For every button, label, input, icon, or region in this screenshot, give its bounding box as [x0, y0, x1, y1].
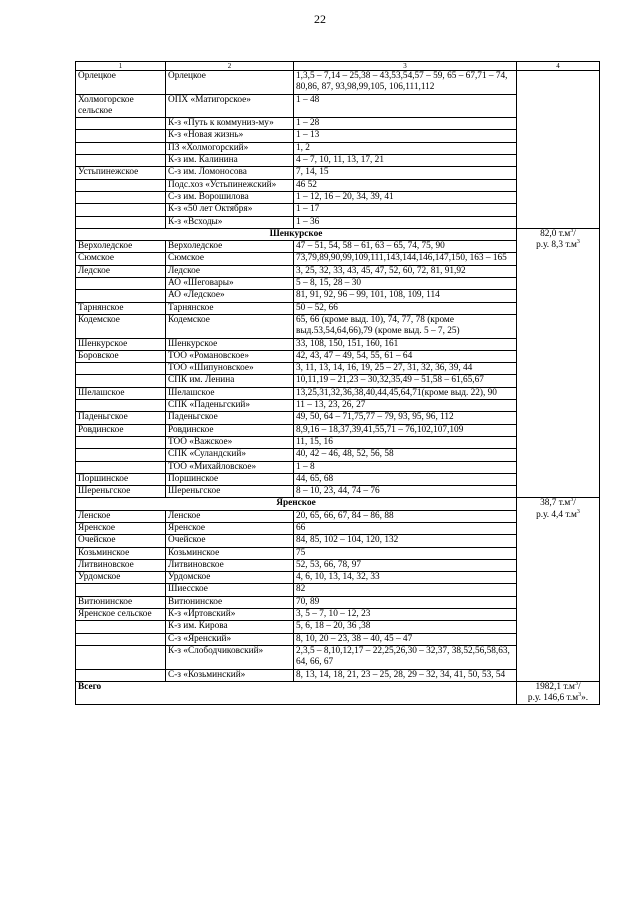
forestry-name-cell: Паденьгское: [76, 412, 166, 424]
forestry-name-cell: [76, 363, 166, 375]
quarter-numbers-cell: 49, 50, 64 – 71,75,77 – 79, 93, 95, 96, 112: [294, 412, 517, 424]
forestry-name-cell: [76, 290, 166, 302]
district-forestry-cell: Ровдинское: [166, 424, 294, 436]
volume-line: р.у. 146,6 т.м: [527, 693, 579, 704]
forestry-name-cell: Сюмское: [76, 253, 166, 265]
forestry-name-cell: [76, 584, 166, 596]
quarter-numbers-cell: 65, 66 (кроме выд. 10), 74, 77, 78 (кроме выд.53,54,64,66),79 (кроме выд. 5 – 7, 25): [294, 314, 517, 338]
district-forestry-cell: АО «Ледское»: [166, 290, 294, 302]
volume-line: 38,7 т.м: [540, 498, 571, 509]
district-forestry-cell: С-з им. Ломоносова: [166, 167, 294, 179]
district-forestry-cell: Очейское: [166, 535, 294, 547]
quarter-numbers-cell: 84, 85, 102 – 104, 120, 132: [294, 535, 517, 547]
district-forestry-cell: Шенкурское: [166, 338, 294, 350]
forestry-name-cell: Орлецкое: [76, 71, 166, 95]
district-forestry-cell: СПК «Суландский»: [166, 449, 294, 461]
forestry-name-cell: Устьпинежское: [76, 167, 166, 179]
forest-table: [75, 61, 600, 705]
district-forestry-cell: С-з «Козьминский»: [166, 669, 294, 681]
forestry-name-cell: [76, 179, 166, 191]
district-forestry-cell: К-з «50 лет Октября»: [166, 204, 294, 216]
district-forestry-cell: Шереньгское: [166, 486, 294, 498]
quarter-numbers-cell: 40, 42 – 46, 48, 52, 56, 58: [294, 449, 517, 461]
district-forestry-cell: К-з «Новая жизнь»: [166, 130, 294, 142]
unit-superscript: 3: [576, 508, 580, 515]
quarter-numbers-cell: 1, 2: [294, 142, 517, 154]
closing-mark: ».: [581, 693, 589, 704]
page-number: 22: [314, 12, 326, 26]
forestry-name-cell: [76, 449, 166, 461]
forestry-name-cell: Литвиновское: [76, 559, 166, 571]
quarter-numbers-cell: 33, 108, 150, 151, 160, 161: [294, 338, 517, 350]
forestry-name-cell: [76, 142, 166, 154]
district-forestry-cell: ТОО «Романовское»: [166, 350, 294, 362]
total-volume: [517, 681, 600, 705]
quarter-numbers-cell: 73,79,89,90,99,109,111,143,144,146,147,150, 163 – 165: [294, 253, 517, 265]
quarter-numbers-cell: 1 – 8: [294, 461, 517, 473]
forestry-name-cell: Шереньгское: [76, 486, 166, 498]
column-number: 3: [294, 62, 517, 71]
quarter-numbers-cell: 3, 5 – 7, 10 – 12, 23: [294, 609, 517, 621]
volume-line: р.у. 4,4 т.м: [536, 509, 577, 520]
quarter-numbers-cell: 75: [294, 547, 517, 559]
quarter-numbers-cell: 47 – 51, 54, 58 – 61, 63 – 65, 74, 75, 90: [294, 241, 517, 253]
table-row: [76, 71, 600, 95]
quarter-numbers-cell: 11 – 13, 23, 26, 27: [294, 400, 517, 412]
forestry-name-cell: [76, 633, 166, 645]
forestry-name-cell: Козьминское: [76, 547, 166, 559]
unit-superscript: 3: [570, 227, 574, 234]
forestry-name-cell: Кодемское: [76, 314, 166, 338]
separator: /: [573, 498, 576, 509]
district-forestry-cell: Верхоледское: [166, 241, 294, 253]
quarter-numbers-cell: 8 – 10, 23, 44, 74 – 76: [294, 486, 517, 498]
quarter-numbers-cell: 81, 91, 92, 96 – 99, 101, 108, 109, 114: [294, 290, 517, 302]
district-forestry-cell: Шиесское: [166, 584, 294, 596]
quarter-numbers-cell: 1 – 12, 16 – 20, 34, 39, 41: [294, 191, 517, 203]
quarter-numbers-cell: 1 – 13: [294, 130, 517, 142]
forestry-name-cell: Шелашское: [76, 387, 166, 399]
volume-line: р.у. 8,3 т.м: [536, 240, 577, 251]
quarter-numbers-cell: 8, 13, 14, 18, 21, 23 – 25, 28, 29 – 32, 34, 41, 50, 53, 54: [294, 669, 517, 681]
quarter-numbers-cell: 11, 15, 16: [294, 436, 517, 448]
district-forestry-cell: Подс.хоз «Устьпинежский»: [166, 179, 294, 191]
volume-line: 1982,1 т.м: [535, 681, 575, 692]
district-forestry-cell: ТОО «Шипуновское»: [166, 363, 294, 375]
forestry-name-cell: [76, 118, 166, 130]
district-forestry-cell: Шелашское: [166, 387, 294, 399]
district-forestry-cell: ПЗ «Холмогорский»: [166, 142, 294, 154]
quarter-numbers-cell: 7, 14, 15: [294, 167, 517, 179]
forestry-name-cell: [76, 216, 166, 228]
district-forestry-cell: К-з им. Калинина: [166, 155, 294, 167]
district-forestry-cell: Кодемское: [166, 314, 294, 338]
unit-superscript: 3: [570, 497, 574, 504]
quarter-numbers-cell: 8, 10, 20 – 23, 38 – 40, 45 – 47: [294, 633, 517, 645]
section-title: Яренское: [76, 498, 517, 510]
quarter-numbers-cell: 10,11,19 – 21,23 – 30,32,35,49 – 51,58 – 61,65,67: [294, 375, 517, 387]
district-forestry-cell: Орлецкое: [166, 71, 294, 95]
district-forestry-cell: ОПХ «Матигорское»: [166, 94, 294, 118]
district-forestry-cell: С-з им. Ворошилова: [166, 191, 294, 203]
forestry-name-cell: Очейское: [76, 535, 166, 547]
quarter-numbers-cell: 46 52: [294, 179, 517, 191]
unit-superscript: 3: [576, 239, 580, 246]
section-volume: [517, 498, 600, 681]
column-number: 4: [517, 62, 600, 71]
forestry-name-cell: [76, 461, 166, 473]
section-header-row: [76, 498, 600, 510]
district-forestry-cell: ТОО «Михайловское»: [166, 461, 294, 473]
quarter-numbers-cell: 3, 25, 32, 33, 43, 45, 47, 52, 60, 72, 81, 91,92: [294, 265, 517, 277]
forestry-name-cell: [76, 436, 166, 448]
forestry-name-cell: [76, 645, 166, 669]
quarter-numbers-cell: 1 – 28: [294, 118, 517, 130]
column-number: 2: [166, 62, 294, 71]
volume-line: 82,0 т.м: [540, 228, 571, 239]
district-forestry-cell: ТОО «Важское»: [166, 436, 294, 448]
forestry-name-cell: [76, 669, 166, 681]
district-forestry-cell: Яренское: [166, 522, 294, 534]
forestry-name-cell: Ленское: [76, 510, 166, 522]
forestry-name-cell: Ледское: [76, 265, 166, 277]
district-forestry-cell: С-з «Яренский»: [166, 633, 294, 645]
quarter-numbers-cell: 5 – 8, 15, 28 – 30: [294, 278, 517, 290]
quarter-numbers-cell: 50 – 52, 66: [294, 302, 517, 314]
forestry-name-cell: [76, 204, 166, 216]
separator: /: [577, 681, 581, 692]
district-forestry-cell: Ледское: [166, 265, 294, 277]
quarter-numbers-cell: 4 – 7, 10, 11, 13, 17, 21: [294, 155, 517, 167]
quarter-numbers-cell: 2,3,5 – 8,10,12,17 – 22,25,26,30 – 32,37, 38,52,56,58,63, 64, 66, 67: [294, 645, 517, 669]
district-forestry-cell: К-з «Слободчиковский»: [166, 645, 294, 669]
quarter-numbers-cell: 4, 6, 10, 13, 14, 32, 33: [294, 572, 517, 584]
forestry-name-cell: Яренское: [76, 522, 166, 534]
quarter-numbers-cell: 70, 89: [294, 596, 517, 608]
forestry-name-cell: Витюнинское: [76, 596, 166, 608]
total-label: Всего: [76, 681, 517, 705]
district-forestry-cell: Козьминское: [166, 547, 294, 559]
forestry-name-cell: Ровдинское: [76, 424, 166, 436]
empty-value-cell: [517, 71, 600, 229]
forestry-name-cell: [76, 155, 166, 167]
quarter-numbers-cell: 8,9,16 – 18,37,39,41,55,71 – 76,102,107,109: [294, 424, 517, 436]
quarter-numbers-cell: 42, 43, 47 – 49, 54, 55, 61 – 64: [294, 350, 517, 362]
quarter-numbers-cell: 13,25,31,32,36,38,40,44,45,64,71(кроме выд. 22), 90: [294, 387, 517, 399]
forestry-name-cell: Урдомское: [76, 572, 166, 584]
column-number-row: [76, 62, 600, 71]
forestry-name-cell: Яренское сельское: [76, 609, 166, 621]
district-forestry-cell: Витюнинское: [166, 596, 294, 608]
district-forestry-cell: К-з «Иртовский»: [166, 609, 294, 621]
forestry-name-cell: Шенкурское: [76, 338, 166, 350]
unit-superscript: 3: [574, 680, 578, 687]
section-volume: [517, 228, 600, 498]
quarter-numbers-cell: 5, 6, 18 – 20, 36 ,38: [294, 621, 517, 633]
quarter-numbers-cell: 66: [294, 522, 517, 534]
district-forestry-cell: Сюмское: [166, 253, 294, 265]
section-header-row: [76, 228, 600, 240]
column-number: 1: [76, 62, 166, 71]
district-forestry-cell: Литвиновское: [166, 559, 294, 571]
quarter-numbers-cell: 82: [294, 584, 517, 596]
district-forestry-cell: Ленское: [166, 510, 294, 522]
total-row: [76, 681, 600, 705]
quarter-numbers-cell: 1 – 48: [294, 94, 517, 118]
district-forestry-cell: Поршинское: [166, 473, 294, 485]
forestry-name-cell: Поршинское: [76, 473, 166, 485]
forestry-name-cell: [76, 400, 166, 412]
district-forestry-cell: Урдомское: [166, 572, 294, 584]
forestry-name-cell: [76, 191, 166, 203]
district-forestry-cell: К-з «Всходы»: [166, 216, 294, 228]
forestry-name-cell: [76, 621, 166, 633]
separator: /: [573, 228, 576, 239]
district-forestry-cell: АО «Шеговары»: [166, 278, 294, 290]
forestry-name-cell: Боровское: [76, 350, 166, 362]
forestry-name-cell: [76, 375, 166, 387]
unit-superscript: 3: [578, 692, 582, 699]
district-forestry-cell: Паденьгское: [166, 412, 294, 424]
section-title: Шенкурское: [76, 228, 517, 240]
quarter-numbers-cell: 44, 65, 68: [294, 473, 517, 485]
district-forestry-cell: К-з «Путь к коммуниз-му»: [166, 118, 294, 130]
district-forestry-cell: СПК им. Ленина: [166, 375, 294, 387]
forestry-name-cell: Тарнянское: [76, 302, 166, 314]
forestry-name-cell: [76, 278, 166, 290]
forestry-name-cell: Холмогорское сельское: [76, 94, 166, 118]
district-forestry-cell: СПК «Паденьгский»: [166, 400, 294, 412]
quarter-numbers-cell: 52, 53, 66, 78, 97: [294, 559, 517, 571]
district-forestry-cell: К-з им. Кирова: [166, 621, 294, 633]
forestry-name-cell: [76, 130, 166, 142]
district-forestry-cell: Тарнянское: [166, 302, 294, 314]
quarter-numbers-cell: 3, 11, 13, 14, 16, 19, 25 – 27, 31, 32, 36, 39, 44: [294, 363, 517, 375]
quarter-numbers-cell: 1 – 17: [294, 204, 517, 216]
quarter-numbers-cell: 1,3,5 – 7,14 – 25,38 – 43,53,54,57 – 59, 65 – 67,71 – 74, 80,86, 87, 93,98,99,105, 106,111,112: [294, 71, 517, 95]
forestry-name-cell: Верхоледское: [76, 241, 166, 253]
quarter-numbers-cell: 20, 65, 66, 67, 84 – 86, 88: [294, 510, 517, 522]
quarter-numbers-cell: 1 – 36: [294, 216, 517, 228]
